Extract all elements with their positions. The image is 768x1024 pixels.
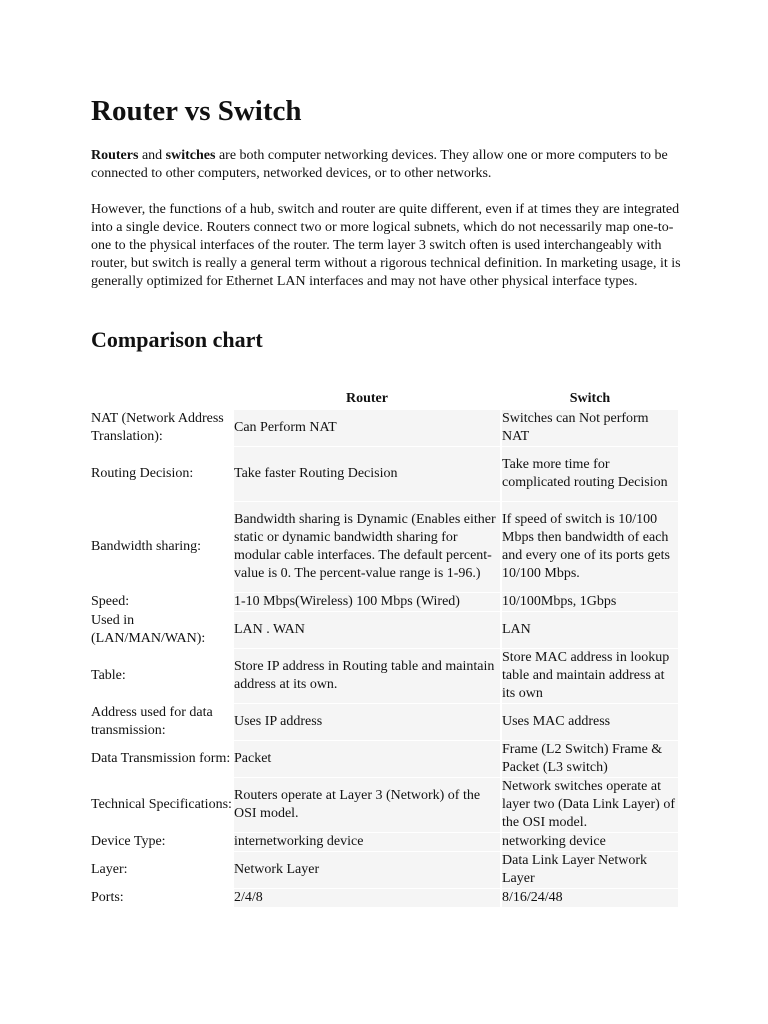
table-row [91,741,678,777]
row-label: Routing Decision: [91,466,194,481]
switch-cell: Network switches operate at layer two (Data Link Layer) of the OSI model. [502,778,678,832]
table-row [91,410,678,446]
row-label: Table: [91,668,126,683]
table-row [91,502,678,592]
intro-paragraph [91,147,683,183]
intro-bold-switches: switches [165,148,216,163]
row-label: Used in (LAN/MAN/WAN): [91,613,206,646]
page-title: Router vs Switch [91,95,302,127]
row-label: Speed: [91,594,130,609]
switch-cell: Uses MAC address [502,704,678,740]
router-cell: LAN . WAN [234,612,500,648]
router-cell: internetworking device [234,833,500,851]
table-row [91,612,678,648]
row-label: Ports: [91,890,124,905]
router-cell: 1-10 Mbps(Wireless) 100 Mbps (Wired) [234,593,500,611]
table-row [91,852,678,888]
router-cell: Uses IP address [234,704,500,740]
switch-cell: LAN [502,612,678,648]
row-label: Device Type: [91,834,166,849]
router-cell: Bandwidth sharing is Dynamic (Enables either static or dynamic bandwidth sharing for modular cable interfaces. The default percent-value is 0. The percent-value range is 1-96.) [234,502,500,592]
functions-paragraph: However, the functions of a hub, switch and router are quite different, even if at times they are integrated into a single device. Routers connect two or more logical subnets, which do not necessarily map one-to-one to the physical interfaces of the router. The term layer 3 switch often is used interchangeably with router, but switch is really a general term without a rigorous technical definition. In marketing usage, it is generally optimized for Ethernet LAN interfaces and may not have other physical interface types. [91,202,681,289]
table-row [91,593,678,611]
switch-cell: 10/100Mbps, 1Gbps [502,593,678,611]
header-empty [91,390,232,409]
row-label: NAT (Network Address Translation): [91,411,224,444]
router-cell: Can Perform NAT [234,410,500,446]
router-cell: Routers operate at Layer 3 (Network) of the OSI model. [234,778,500,832]
switch-cell: Store MAC address in lookup table and maintain address at its own [502,649,678,703]
table-row [91,889,678,907]
row-label: Address used for data transmission: [91,705,213,738]
switch-cell: Switches can Not perform NAT [502,410,678,446]
switch-cell: 8/16/24/48 [502,889,678,907]
router-cell: 2/4/8 [234,889,500,907]
intro-text-rest: are both computer networking devices. They allow one or more computers to be connected to other computers, networked devices, or to other networks. [91,148,668,181]
section-title: Comparison chart [91,327,263,352]
table-row [91,778,678,832]
row-label: Technical Specifications: [91,797,232,812]
intro-text-and: and [138,148,166,163]
table-header-row [91,390,678,409]
row-label: Layer: [91,862,128,877]
router-cell: Network Layer [234,852,500,888]
intro-bold-routers: Routers [91,148,139,163]
row-label: Bandwidth sharing: [91,539,202,554]
router-cell: Packet [234,741,500,777]
switch-cell: Data Link Layer Network Layer [502,852,678,888]
table-row [91,833,678,851]
router-cell: Store IP address in Routing table and maintain address at its own. [234,649,500,703]
router-cell: Take faster Routing Decision [234,447,500,501]
switch-cell: networking device [502,833,678,851]
header-switch: Switch [569,391,611,406]
switch-cell: If speed of switch is 10/100 Mbps then bandwidth of each and every one of its ports gets 10/100 Mbps. [502,502,678,592]
switch-cell: Frame (L2 Switch) Frame & Packet (L3 switch) [502,741,678,777]
table-row [91,649,678,703]
table-row [91,447,678,501]
switch-cell: Take more time for complicated routing Decision [502,447,678,501]
table-row [91,704,678,740]
row-label: Data Transmission form: [91,751,231,766]
header-router: Router [346,391,388,406]
comparison-table [89,389,680,908]
